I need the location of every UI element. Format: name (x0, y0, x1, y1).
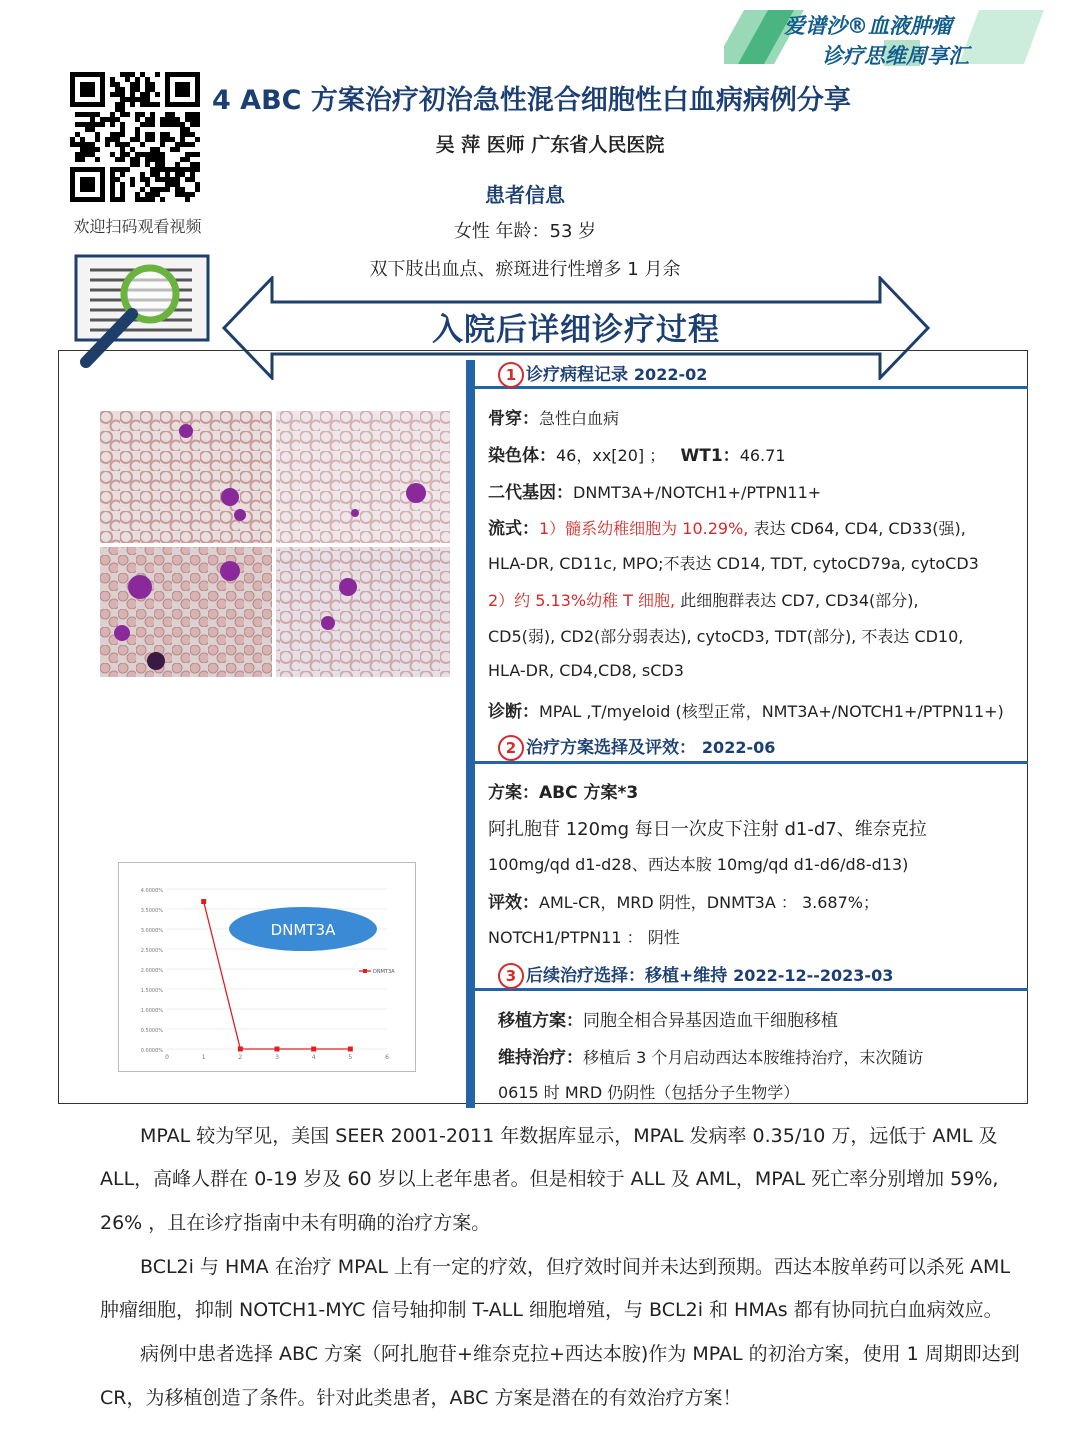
flow-line-3 (488, 588, 919, 611)
paragraph-line-2: ALL，高峰人群在 0-19 岁及 60 岁以上老年患者。但是相较于 ALL 及 AML，MPAL 死亡率分别增加 59%, (100, 1168, 999, 1190)
eval-line-2: NOTCH1/PTPN11 ： 阴性 (488, 928, 680, 947)
step2-heading (498, 733, 775, 761)
transplant-label: 移植方案： (498, 1011, 583, 1031)
step1-heading (498, 360, 707, 388)
chart-legend-label: DNMT3A (373, 969, 395, 975)
chart-data-point (348, 1047, 353, 1052)
step2-number: 2 (498, 735, 524, 761)
wt1-label: WT1： (680, 446, 740, 466)
step2-date: 2022-06 (701, 738, 776, 757)
chart-y-tick-label: 4.0000% (140, 888, 163, 894)
plan-detail-1: 阿扎胞苷 120mg 每日一次皮下注射 d1-d7、维奈克拉 (488, 819, 927, 840)
wt1-value: 46.71 (739, 446, 786, 465)
eval-label: 评效： (488, 893, 539, 913)
dnmt3a-chart-svg (119, 863, 415, 1071)
eval-value: AML-CR，MRD 阴性，DNMT3A ： 3.687%； (539, 893, 879, 912)
flow-line-5: HLA-DR, CD4,CD8, sCD3 (488, 661, 684, 680)
step1-number: 1 (498, 362, 524, 388)
step3-label: 后续治疗选择：移植+维持 (526, 966, 728, 986)
process-heading: 入院后详细诊疗过程 (432, 312, 720, 348)
chart-x-tick-label: 4 (311, 1054, 316, 1061)
transplant-line (498, 1006, 838, 1031)
timeline-bar (466, 360, 475, 1108)
paragraph-line-3: 26% ，且在诊疗指南中未有明确的治疗方案。 (100, 1212, 491, 1234)
chromosome-label: 染色体： (488, 446, 556, 466)
chart-x-tick-label: 3 (275, 1054, 279, 1061)
chart-x-tick-label: 2 (238, 1054, 243, 1061)
plan-label: 方案：ABC 方案*3 (488, 783, 639, 803)
maintenance-line (498, 1043, 923, 1068)
flow2-highlight: 2）约 5.13%幼稚 T 细胞, (488, 591, 676, 610)
maintenance-value: 移植后 3 个月启动西达本胺维持治疗，末次随访 (583, 1048, 924, 1067)
chart-y-tick-label: 3.0000% (140, 928, 163, 934)
qr-caption: 欢迎扫码观看视频 (73, 217, 202, 236)
diagnosis-label: 诊断： (488, 702, 539, 722)
flow-label: 流式： (488, 519, 539, 539)
chart-y-tick-label: 3.5000% (140, 908, 163, 914)
chart-y-tick-label: 2.0000% (140, 968, 163, 974)
chart-legend-marker (363, 969, 367, 973)
chart-x-tick-label: 5 (348, 1054, 353, 1061)
chart-y-tick-label: 0.5000% (140, 1028, 163, 1034)
marrow-label: 骨穿： (488, 409, 539, 429)
chart-x-tick-label: 0 (165, 1054, 169, 1061)
transplant-value: 同胞全相合异基因造血干细胞移植 (583, 1011, 838, 1031)
chart-data-point (201, 899, 206, 904)
step3-date: 2022-12--2023-03 (733, 966, 894, 985)
paragraph-line-6: 病例中患者选择 ABC 方案（阿扎胞苷+维奈克拉+西达本胺)作为 MPAL 的初治方案，使用 1 周期即达到 (140, 1343, 1020, 1365)
flow1-highlight: 1）髓系幼稚细胞为 10.29%, (539, 519, 749, 538)
maintenance-label: 维持治疗： (498, 1048, 583, 1068)
patient-demographics: 女性 年龄：53 岁 (453, 221, 597, 242)
qr-code[interactable] (70, 72, 200, 202)
author-line: 吴 萍 医师 广东省人民医院 (435, 134, 665, 156)
flow-line-2: HLA-DR, CD11c, MPO;不表达 CD14, TDT, cytoCD79a, cytoCD3 (488, 554, 979, 573)
chart-y-tick-label: 1.5000% (140, 988, 163, 994)
ngs-label: 二代基因： (488, 483, 573, 503)
step2-label: 治疗方案选择及评效： (526, 738, 696, 758)
paragraph-line-7: CR，为移植创造了条件。针对此类患者，ABC 方案是潜在的有效治疗方案！ (100, 1387, 742, 1409)
flow1-rest: 表达 CD64, CD4, CD33(强), (748, 519, 966, 538)
plan-detail-2: 100mg/qd d1-d28、西达本胺 10mg/qd d1-d6/d8-d13) (488, 855, 909, 874)
maintenance-line-2: 0615 时 MRD 仍阴性（包括分子生物学） (498, 1083, 800, 1102)
flow-line-4: CD5(弱), CD2(部分弱表达), cytoCD3, TDT(部分), 不表达 CD10, (488, 627, 964, 646)
flow2-rest: 此细胞群表达 CD7, CD34(部分), (675, 591, 919, 610)
dnmt3a-chart (118, 862, 416, 1072)
ngs-line (488, 478, 821, 503)
plan-line (488, 778, 638, 803)
chart-title-badge-label: DNMT3A (270, 921, 336, 939)
paragraph-line-1: MPAL 较为罕见，美国 SEER 2001-2011 年数据库显示，MPAL 发病率 0.35/10 万，远低于 AML 及 (140, 1125, 998, 1147)
chart-data-point (238, 1047, 243, 1052)
marrow-value: 急性白血病 (539, 409, 620, 428)
bone-marrow-smear-images (100, 411, 450, 677)
step1-date: 2022-02 (633, 365, 708, 384)
patient-complaint: 双下肢出血点、瘀斑进行性增多 1 月余 (369, 259, 681, 280)
chart-y-tick-label: 2.5000% (140, 948, 163, 954)
chart-x-tick-label: 6 (385, 1054, 389, 1061)
chart-x-tick-label: 1 (201, 1054, 206, 1061)
ngs-value: DNMT3A+/NOTCH1+/PTPN11+ (573, 483, 822, 502)
diagnosis-line (488, 697, 1004, 722)
marrow-line (488, 404, 619, 429)
chart-y-tick-label: 0.0000% (140, 1048, 163, 1054)
step3-heading (498, 961, 893, 989)
eval-line (488, 888, 879, 913)
step1-label: 诊疗病程记录 (526, 365, 628, 385)
chart-y-tick-label: 1.0000% (140, 1008, 163, 1014)
header-banner (724, 6, 1054, 68)
chromosome-line (488, 441, 786, 466)
step2-rule (475, 761, 1028, 764)
chart-data-point (275, 1047, 280, 1052)
chart-data-point (311, 1047, 316, 1052)
banner-line1: 爱谱沙®血液肿瘤 (784, 14, 952, 38)
paragraph-line-4: BCL2i 与 HMA 在治疗 MPAL 上有一定的疗效，但疗效时间并未达到预期。西达本胺单药可以杀死 AML (140, 1256, 1011, 1278)
diagnosis-value: MPAL ,T/myeloid (核型正常，NMT3A+/NOTCH1+/PTPN11+) (539, 702, 1004, 721)
chromosome-value: 46，xx[20] ； (556, 446, 666, 465)
step3-number: 3 (498, 963, 524, 989)
page-title: 4 ABC 方案治疗初治急性混合细胞性白血病病例分享 (212, 85, 851, 116)
paragraph-line-5: 肿瘤细胞，抑制 NOTCH1-MYC 信号轴抑制 T-ALL 细胞增殖，与 BCL2i 和 HMAs 都有协同抗白血病效应。 (100, 1299, 1003, 1321)
banner-line2: 诊疗思维周享汇 (822, 44, 969, 68)
patient-info-heading: 患者信息 (485, 183, 565, 207)
flow-line-1 (488, 514, 966, 539)
